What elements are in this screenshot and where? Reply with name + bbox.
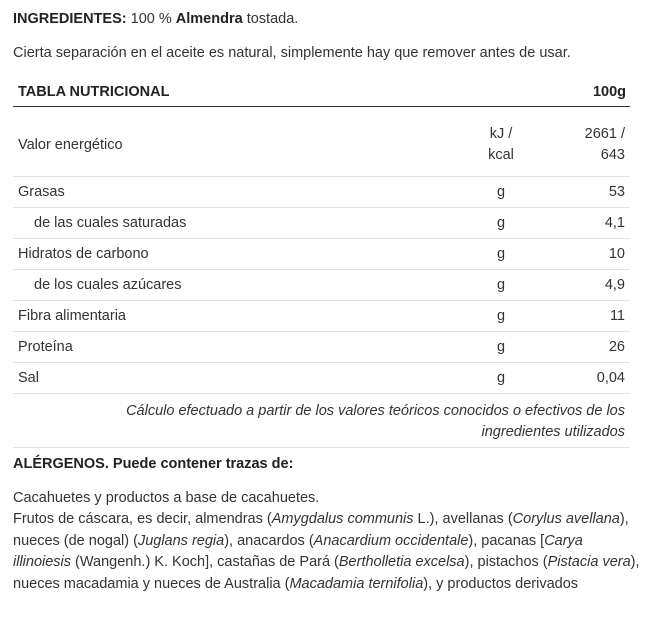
row-label: Grasas (18, 183, 65, 200)
row-value: 4,9 (604, 276, 625, 293)
ingredients-rest: tostada. (246, 11, 299, 27)
allergens-species: Corylus avellana (512, 511, 620, 528)
table-row (13, 332, 630, 363)
row-label: de las cuales saturadas (34, 214, 187, 231)
calculation-note (13, 394, 630, 448)
row-value-line-1: 2661 / (584, 126, 625, 142)
allergens-text-part: ), y productos derivados (423, 575, 579, 592)
nutrition-table-per: 100g (592, 83, 626, 100)
row-value: 11 (609, 307, 625, 324)
row-unit-line-1: kJ / (489, 126, 513, 142)
table-row (13, 239, 630, 270)
row-unit: g (496, 369, 506, 386)
row-value: 4,1 (604, 214, 625, 231)
ingredients-percent: 100 % (130, 11, 172, 27)
allergens-species: Anacardium occidentale (313, 532, 469, 549)
allergens-text-part: ), nueces macadamia y nueces de Australia ( (13, 554, 640, 592)
row-value (545, 124, 630, 166)
row-unit: g (496, 183, 506, 200)
row-unit: g (496, 245, 506, 262)
allergens-species: Carya illinoiesis (13, 532, 583, 571)
allergens-species: Juglans regia (137, 532, 225, 549)
calculation-note-line-1: Cálculo efectuado a partir de los valores teóricos conocidos o efectivos de los (126, 403, 625, 419)
allergens-paragraph (13, 509, 643, 595)
allergens-text-part: L.), avellanas ( (413, 511, 513, 528)
allergens-text-part: (Wangenh.) K. Koch], castañas de Pará ( (71, 554, 339, 571)
row-unit: g (496, 307, 506, 324)
row-label: Valor energético (18, 136, 123, 153)
table-row (13, 208, 630, 239)
allergens-line-1: Cacahuetes y productos a base de cacahuetes. (13, 490, 320, 506)
nutrition-table (13, 78, 630, 448)
allergens-text-part: ), pistachos ( (464, 554, 548, 571)
row-value-line-2: 643 (600, 147, 625, 163)
row-unit: g (496, 276, 506, 293)
ingredients-label: INGREDIENTES: (13, 11, 127, 27)
table-row (13, 301, 630, 332)
table-row (13, 270, 630, 301)
allergens-text (13, 488, 643, 595)
row-label: de los cuales azúcares (34, 276, 182, 293)
row-value: 26 (608, 338, 625, 355)
allergens-title: ALÉRGENOS. Puede contener trazas de: (13, 456, 294, 472)
table-row (13, 363, 630, 394)
row-value: 10 (608, 245, 625, 262)
table-row (13, 177, 630, 208)
row-label: Hidratos de carbono (18, 245, 149, 262)
allergens-species: Macadamia ternifolia (289, 575, 424, 592)
allergens-text-part: ), anacardos ( (224, 532, 314, 549)
row-unit: g (496, 338, 506, 355)
row-unit-line-2: kcal (488, 147, 514, 163)
nutrition-table-header (13, 78, 630, 107)
calculation-note-line-2: ingredientes utilizados (481, 424, 625, 440)
row-unit: g (496, 214, 506, 231)
nutrition-table-title: TABLA NUTRICIONAL (18, 83, 170, 100)
row-value: 53 (608, 183, 625, 200)
usage-note: Cierta separación en el aceite es natural, simplemente hay que remover antes de usar. (13, 45, 571, 61)
ingredients-line (13, 9, 298, 30)
row-label: Sal (18, 369, 39, 386)
row-unit (466, 124, 545, 166)
row-value: 0,04 (596, 369, 625, 386)
allergens-species: Bertholletia excelsa (338, 554, 465, 571)
allergens-text-part: ), nueces (de nogal) ( (13, 511, 629, 549)
table-row-energy (13, 114, 630, 177)
ingredients-main: Almendra (175, 11, 243, 27)
row-label: Proteína (18, 338, 73, 355)
allergens-text-part: Frutos de cáscara, es decir, almendras ( (13, 511, 272, 528)
row-label: Fibra alimentaria (18, 307, 126, 324)
allergens-species: Pistacia vera (547, 554, 631, 571)
allergens-text-part: ), pacanas [ (468, 532, 545, 549)
allergens-species: Amygdalus communis (271, 511, 414, 528)
